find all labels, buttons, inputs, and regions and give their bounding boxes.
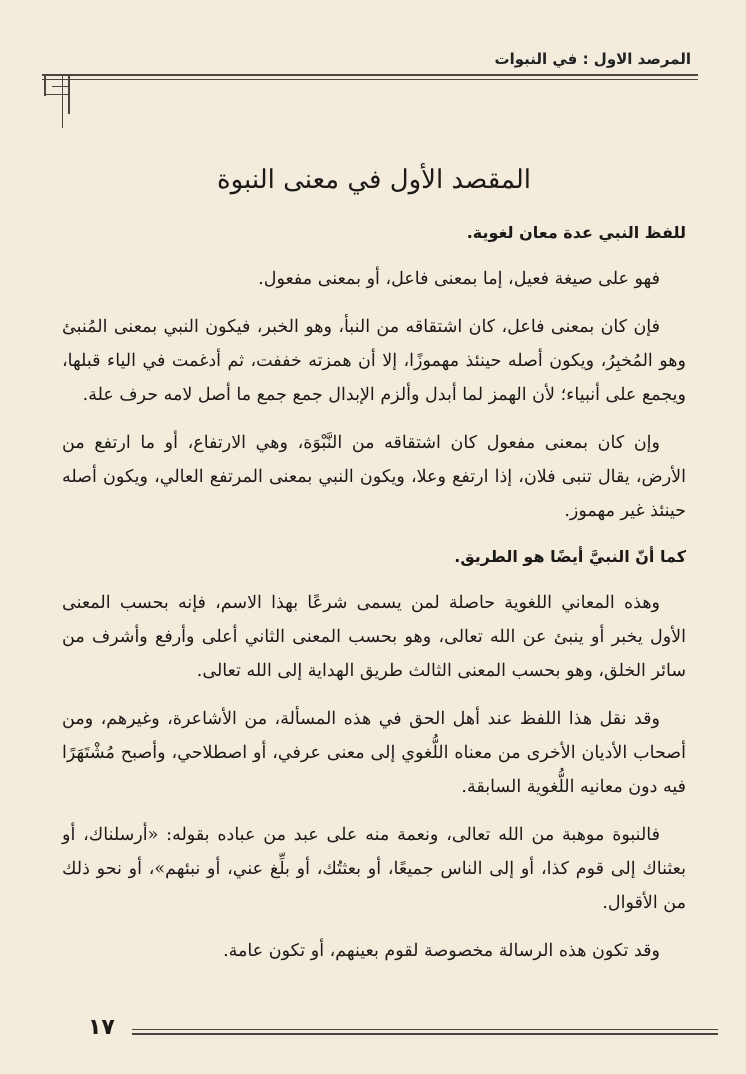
subheading: للفظ النبي عدة معان لغوية. [466,223,686,242]
paragraph: فالنبوة موهبة من الله تعالى، ونعمة منه على عبد من عباده بقوله: «أرسلناك، أو بعثناك إلى قوم كذا، أو إلى الناس جميعًا، أو بعثتُك، أو بلِّغ عني، أو نبئهم»، أو نحو ذلك من الأقوال. [62,825,686,913]
header-rule-bottom [42,79,698,80]
header-rule-top [42,74,698,76]
paragraph: فإن كان بمعنى فاعل، كان اشتقاقه من النبأ، وهو الخبر، فيكون النبي بمعنى المُنبئ وهو المُخبِرُ، ويكون أصله حينئذ مهموزًا، إلا أن همزته خففت، ثم أدغمت في الياء قبلها، ويجمع على أنبياء؛ لأن الهمز لما أبدل وألزم الإبدال جمع جمع ما أصل لامه حرف علة. [62,317,686,405]
paragraph: وقد نقل هذا اللفظ عند أهل الحق في هذه المسألة، من الأشاعرة، وغيرهم، ومن أصحاب الأديان الأخرى من معناه اللُّغوي إلى معنى عرفي، أو اصطلاحي، وأصبح مُشْتَهَرًا فيه دون معانيه اللُّغوية السابقة. [62,709,686,797]
corner-ornament-line [62,74,63,128]
running-header: المرصد الاول : في النبوات [494,50,691,68]
page-body [62,160,686,982]
footer-rule [132,1033,718,1035]
paragraph: وإن كان بمعنى مفعول كان اشتقاقه من النَّبْوَة، وهي الارتفاع، أو ما ارتفع من الأرض، يقال تنبى فلان، إذا ارتفع وعلا، ويكون النبي بمعنى المرتفع العالي، ويكون أصله حينئذ غير مهموز. [62,433,686,521]
paragraph: وقد تكون هذه الرسالة مخصوصة لقوم بعينهم، أو تكون عامة. [223,941,660,961]
paragraph: وهذه المعاني اللغوية حاصلة لمن يسمى شرعًا بهذا الاسم، فإنه بحسب المعنى الأول يخبر أو ينبئ عن الله تعالى، وهو بحسب المعنى الثاني أعلى وأرفع وأشرف من سائر الخلق، وهو بحسب المعنى الثالث طريق الهداية إلى الله تعالى. [62,593,686,681]
footer-rule [132,1029,718,1030]
text-blocks [62,218,686,968]
subheading: كما أنّ النبيَّ أيضًا هو الطريق. [454,547,686,566]
corner-ornament-line [52,86,70,87]
corner-ornament-line [44,74,46,96]
section-title: المقصد الأول في معنى النبوة [216,165,532,195]
page-number: ١٧ [88,1015,115,1040]
paragraph: فهو على صيغة فعيل، إما بمعنى فاعل، أو بمعنى مفعول. [258,269,660,289]
corner-ornament-line [44,94,70,95]
